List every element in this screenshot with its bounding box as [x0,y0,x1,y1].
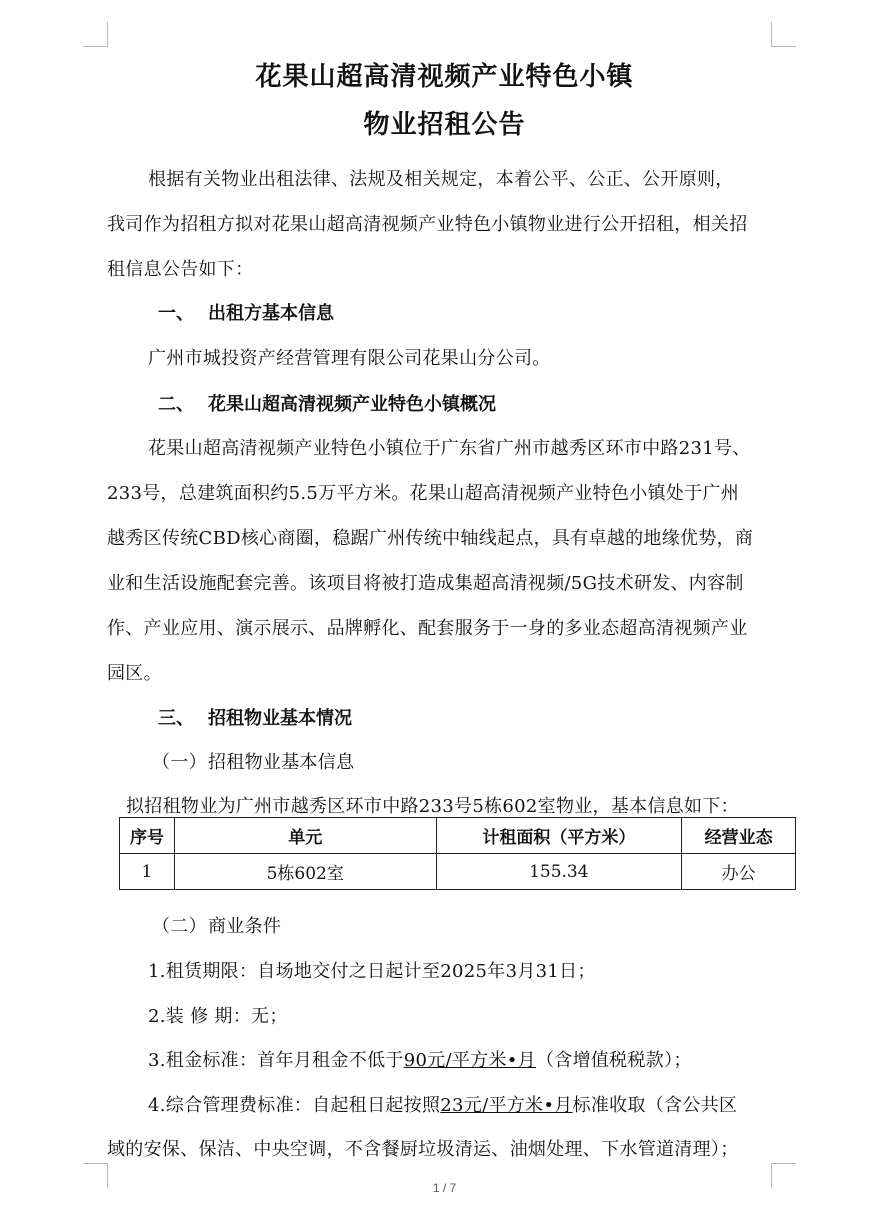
condition-item [148,1046,692,1072]
condition-text: 标准收取（含公共区 [572,1095,738,1116]
table-header-cell: 单元 [174,818,436,854]
page-number: 1 / 7 [432,1181,457,1195]
table-row [120,854,796,890]
condition-text: 3.租金标准：首年月租金不低于 [148,1050,404,1071]
subsection-title: 招租物业基本信息 [208,752,355,773]
subsection-text: 拟招租物业为广州市越秀区环市中路233号5栋602室物业，基本信息如下： [126,796,739,817]
table-header-cell: 经营业态 [682,818,796,854]
section-heading [158,390,496,416]
page-corner-mark [771,22,796,47]
table-cell: 办公 [682,854,796,890]
section-number: 三、 [158,708,194,729]
condition-item-continued: 域的安保、保洁、中央空调，不含餐厨垃圾清运、油烟处理、下水管道清理）； [107,1139,739,1160]
section-title: 花果山超高清视频产业特色小镇概况 [208,394,496,415]
document-subtitle: 物业招租公告 [363,110,526,140]
document-title: 花果山超高清视频产业特色小镇 [255,62,634,92]
table-header-cell: 计租面积（平方米） [436,818,682,854]
rent-standard-value: 90元/平方米•月 [403,1050,536,1071]
table-header-row [120,818,796,854]
intro-line: 根据有关物业出租法律、法规及相关规定，本着公平、公正、公开原则， [148,169,734,190]
condition-item: 1.租赁期限：自场地交付之日起计至2025年3月31日； [148,961,596,982]
section-number: 一、 [158,303,194,324]
intro-line: 租信息公告如下： [107,259,254,280]
section-title: 出租方基本信息 [208,303,334,324]
condition-item: 2.装 修 期：无； [148,1006,288,1027]
section-body-line: 233号，总建筑面积约5.5万平方米。花果山超高清视频产业特色小镇处于广州 [107,483,740,504]
section-body-line: 业和生活设施配套完善。该项目将被打造成集超高清视频/5G技术研发、内容制 [107,573,744,594]
subsection-heading [152,912,281,938]
subsection-number: （二） [152,916,207,937]
table-header-cell: 序号 [120,818,175,854]
section-body-line: 越秀区传统CBD核心商圈，稳踞广州传统中轴线起点，具有卓越的地缘优势，商 [107,528,754,549]
management-fee-value: 23元/平方米•月 [440,1095,573,1116]
subsection-number: （一） [152,752,207,773]
section-body-line: 花果山超高清视频产业特色小镇位于广东省广州市越秀区环市中路231号、 [148,438,751,459]
property-table [119,817,796,890]
table-cell: 1 [120,854,175,890]
subsection-title: 商业条件 [208,916,282,937]
section-body: 广州市城投资产经营管理有限公司花果山分公司。 [148,348,551,369]
intro-line: 我司作为招租方拟对花果山超高清视频产业特色小镇物业进行公开招租，相关招 [107,214,748,235]
condition-item [148,1091,737,1117]
section-title: 招租物业基本情况 [208,708,352,729]
section-body-line: 作、产业应用、演示展示、品牌孵化、配套服务于一身的多业态超高清视频产业 [107,618,748,639]
table-cell: 5栋602室 [174,854,436,890]
subsection-heading [152,748,354,774]
condition-text: 4.综合管理费标准：自起租日起按照 [148,1095,441,1116]
condition-text: （含增值税税款）； [535,1050,692,1071]
section-heading [158,704,352,730]
section-body-line: 园区。 [107,663,162,684]
section-number: 二、 [158,394,194,415]
page-corner-mark [83,22,108,47]
section-heading [158,299,334,325]
table-cell: 155.34 [436,854,682,890]
